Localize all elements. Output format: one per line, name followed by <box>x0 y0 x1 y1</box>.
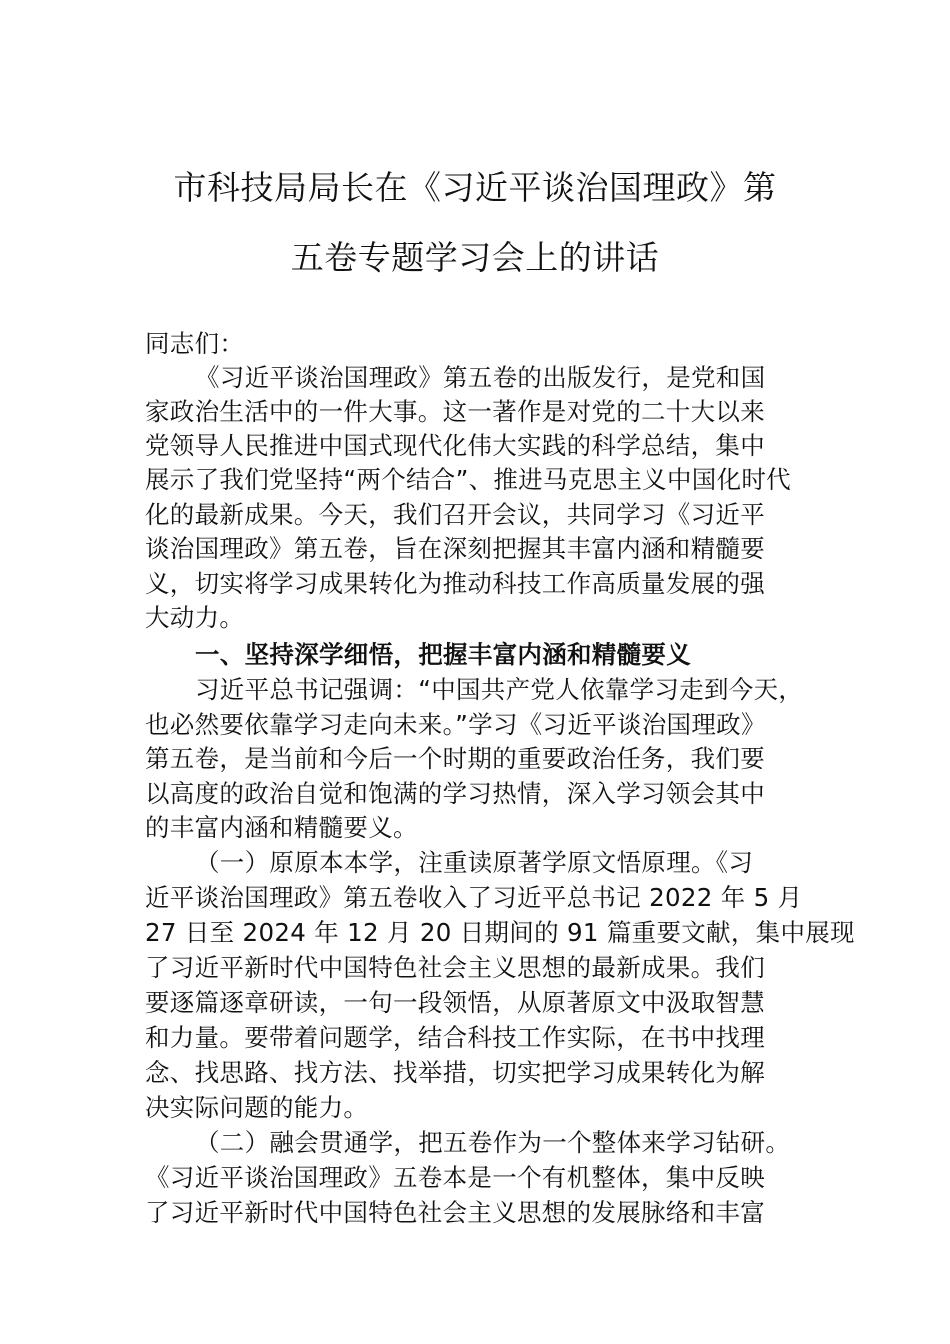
paragraph-line: （二）融会贯通学，把五卷作为一个整体来学习钻研。 <box>195 1128 791 1157</box>
paragraph-line: 展示了我们党坚持“两个结合”、推进马克思主义中国化时代 <box>145 465 791 494</box>
paragraph-line: 也必然要依靠学习走向未来。”学习《习近平谈治国理政》 <box>145 710 766 739</box>
document-title-line-2: 五卷专题学习会上的讲话 <box>290 238 660 277</box>
paragraph-line: 习近平总书记强调：“中国共产党人依靠学习走到今天， <box>195 675 804 704</box>
paragraph-line: 决实际问题的能力。 <box>145 1093 369 1122</box>
paragraph-line: 近平谈治国理政》第五卷收入了习近平总书记 2022 年 5 月 <box>145 883 803 912</box>
paragraph-line: （一）原原本本学，注重读原著学原文悟原理。《习 <box>195 848 754 877</box>
paragraph-line: 的丰富内涵和精髓要义。 <box>145 813 418 842</box>
paragraph-line: 了习近平新时代中国特色社会主义思想的发展脉络和丰富 <box>145 1198 765 1227</box>
section-heading: 一、坚持深学细悟，把握丰富内涵和精髓要义 <box>195 640 691 669</box>
paragraph-line: 《习近平谈治国理政》第五卷的出版发行，是党和国 <box>195 363 766 392</box>
paragraph-line: 《习近平谈治国理政》五卷本是一个有机整体，集中反映 <box>145 1163 765 1192</box>
salutation: 同志们： <box>145 329 245 358</box>
paragraph-line: 党领导人民推进中国式现代化伟大实践的科学总结，集中 <box>145 431 765 460</box>
paragraph-line: 第五卷，是当前和今后一个时期的重要政治任务，我们要 <box>145 744 765 773</box>
paragraph-line: 大动力。 <box>145 603 245 632</box>
paragraph-line: 和力量。要带着问题学，结合科技工作实际，在书中找理 <box>145 1023 765 1052</box>
paragraph-line: 念、找思路、找方法、找举措，切实把学习成果转化为解 <box>145 1058 765 1087</box>
paragraph-line: 谈治国理政》第五卷，旨在深刻把握其丰富内涵和精髓要 <box>145 534 765 563</box>
paragraph-line: 27 日至 2024 年 12 月 20 日期间的 91 篇重要文献，集中展现 <box>145 918 855 947</box>
paragraph-line: 化的最新成果。今天，我们召开会议，共同学习《习近平 <box>145 500 765 529</box>
paragraph-line: 义，切实将学习成果转化为推动科技工作高质量发展的强 <box>145 569 765 598</box>
paragraph-line: 以高度的政治自觉和饱满的学习热情，深入学习领会其中 <box>145 779 765 808</box>
document-title-line-1: 市科技局局长在《习近平谈治国理政》第 <box>173 168 777 207</box>
paragraph-line: 了习近平新时代中国特色社会主义思想的最新成果。我们 <box>145 953 765 982</box>
paragraph-line: 要逐篇逐章研读，一句一段领悟，从原著原文中汲取智慧 <box>145 988 765 1017</box>
paragraph-line: 家政治生活中的一件大事。这一著作是对党的二十大以来 <box>145 397 765 426</box>
